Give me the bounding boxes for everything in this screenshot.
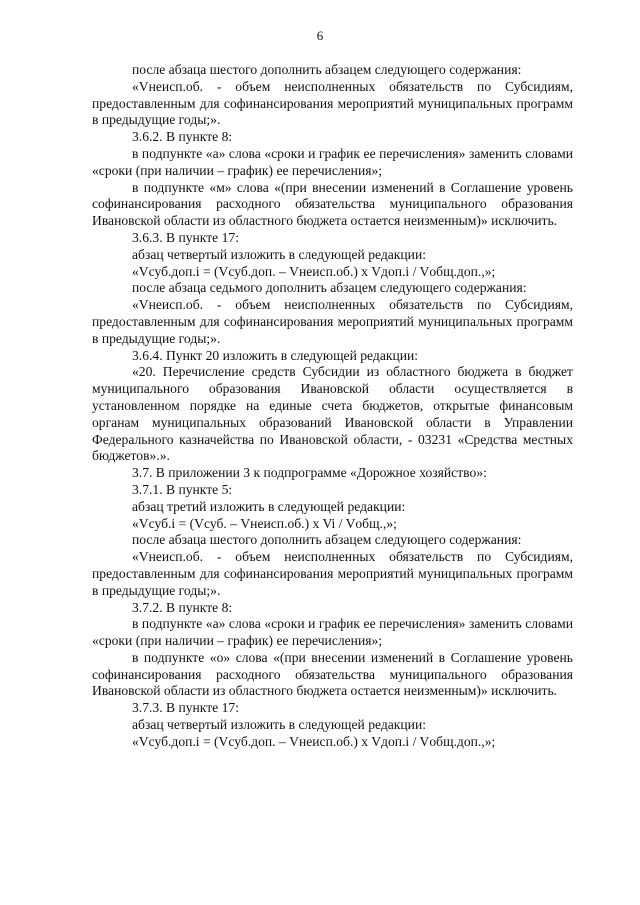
- paragraph: 3.6.3. В пункте 17:: [132, 229, 239, 245]
- paragraph: абзац четвертый изложить в следующей редакции:: [132, 717, 427, 733]
- paragraph: в подпункте «о» слова «(при внесении изменений в Соглашение уровень софинансирования расходного обязательства муниципального образования Ивановской области из областного бюджета остается неизменным)» исключить.: [92, 649, 573, 699]
- document-body: [92, 62, 573, 751]
- paragraph: 3.6.4. Пункт 20 изложить в следующей редакции:: [132, 347, 419, 363]
- paragraph: 3.7.2. В пункте 8:: [132, 599, 233, 615]
- paragraph: 3.6.2. В пункте 8:: [132, 129, 233, 145]
- paragraph: абзац третий изложить в следующей редакции:: [132, 498, 406, 514]
- paragraph: в подпункте «м» слова «(при внесении изменений в Соглашение уровень софинансирования расходного обязательства муниципального образования Ивановской области из областного бюджета остается неизменным)» исключить.: [92, 179, 573, 229]
- paragraph: абзац четвертый изложить в следующей редакции:: [132, 246, 427, 262]
- page-number: 6: [316, 28, 324, 43]
- paragraph: 3.7.1. В пункте 5:: [132, 481, 233, 497]
- paragraph: «20. Перечисление средств Субсидии из областного бюджета в бюджет муниципального образования Ивановской области осуществляется в установленном порядке на единые счета бюджетов, открытые финансовым органам муниципальных образований Ивановской области в Управлении Федерального казначейства по Ивановской области, - 03231 «Средства местных бюджетов».».: [92, 364, 573, 464]
- paragraph: «Vсуб.i = (Vсуб. – Vнеисп.об.) x Vi / Vобщ.,»;: [132, 515, 397, 531]
- paragraph: после абзаца шестого дополнить абзацем следующего содержания:: [132, 532, 522, 548]
- paragraph: в подпункте «а» слова «сроки и график ее перечисления» заменить словами «сроки (при наличии – график) ее перечисления»;: [92, 145, 573, 178]
- paragraph: «Vнеисп.об. - объем неисполненных обязательств по Субсидиям, предоставленным для софинансирования мероприятий муниципальных программ в предыдущие годы;».: [92, 549, 573, 598]
- paragraph: «Vнеисп.об. - объем неисполненных обязательств по Субсидиям, предоставленным для софинансирования мероприятий муниципальных программ в предыдущие годы;».: [92, 297, 573, 346]
- paragraph: в подпункте «а» слова «сроки и график ее перечисления» заменить словами «сроки (при наличии – график) ее перечисления»;: [92, 616, 573, 649]
- paragraph: после абзаца седьмого дополнить абзацем следующего содержания:: [132, 280, 527, 296]
- paragraph: «Vнеисп.об. - объем неисполненных обязательств по Субсидиям, предоставленным для софинансирования мероприятий муниципальных программ в предыдущие годы;».: [92, 78, 573, 128]
- paragraph: 3.7.3. В пункте 17:: [132, 700, 239, 716]
- paragraph: «Vсуб.доп.i = (Vсуб.доп. – Vнеисп.об.) x Vдоп.i / Vобщ.доп.,»;: [132, 733, 496, 749]
- paragraph: 3.7. В приложении 3 к подпрограмме «Дорожное хозяйство»:: [132, 465, 487, 481]
- paragraph: после абзаца шестого дополнить абзацем следующего содержания:: [132, 62, 522, 77]
- paragraph: «Vсуб.доп.i = (Vсуб.доп. – Vнеисп.об.) x Vдоп.i / Vобщ.доп.,»;: [132, 263, 496, 279]
